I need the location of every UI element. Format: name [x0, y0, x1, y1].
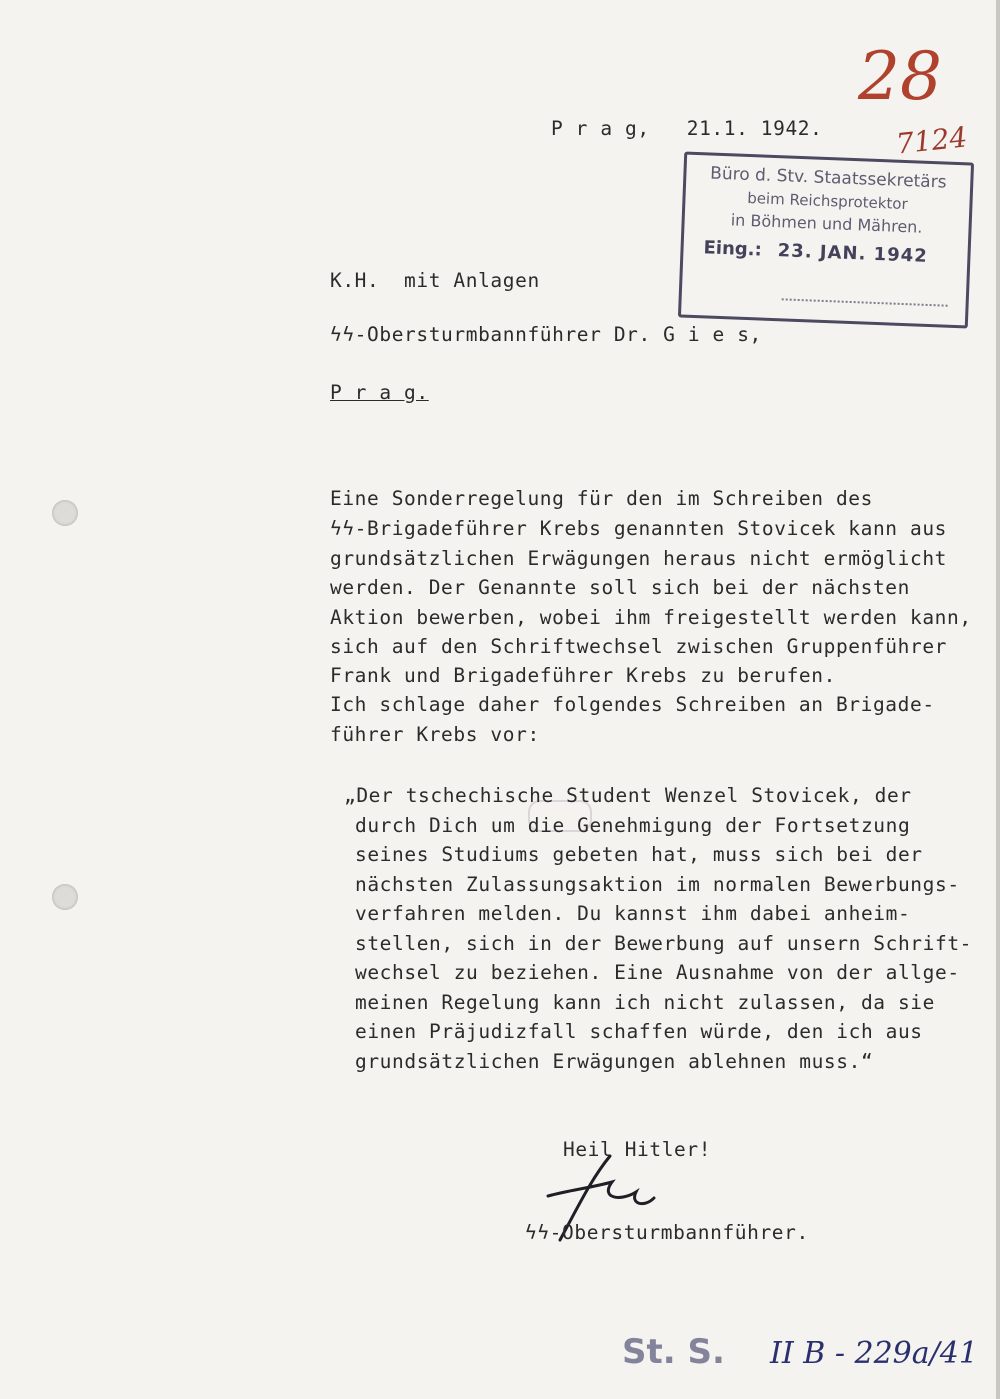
quote-line-8: meinen Regelung kann ich nicht zulassen, da sie [355, 991, 935, 1014]
body-line-1: Eine Sonderregelung für den im Schreiben des [330, 487, 873, 510]
body-line-6: sich auf den Schriftwechsel zwischen Gruppenführer [330, 635, 947, 658]
stamp-dotted-line [782, 298, 948, 306]
body-line-3: grundsätzlichen Erwägungen heraus nicht ermöglicht [330, 547, 947, 570]
body-line-7: Frank und Brigadeführer Krebs zu berufen. [330, 664, 836, 687]
file-number-handwritten: 7124 [894, 120, 969, 161]
quote-line-5: verfahren melden. Du kannst ihm dabei anheim- [355, 902, 911, 925]
quote-line-3: seines Studiums gebeten hat, muss sich bei der [355, 843, 923, 866]
quote-line-7: wechsel zu beziehen. Eine Ausnahme von der allge- [355, 961, 960, 984]
body-line-5: Aktion bewerben, wobei ihm freigestellt werden kann, [330, 606, 972, 629]
addressee-line-1: K.H. mit Anlagen [330, 269, 540, 292]
addressee-line-2: ϟϟ-Obersturmbannführer Dr. G i e s, [330, 323, 762, 346]
body-line-8: Ich schlage daher folgendes Schreiben an Brigade- [330, 693, 935, 716]
stamp-line-2: beim Reichsprotektor [746, 188, 909, 214]
page-number-handwritten: 28 [858, 38, 942, 115]
body-line-4: werden. Der Genannte soll sich bei der nächsten [330, 576, 910, 599]
footer-file-reference: II B - 229a/41 [770, 1336, 978, 1371]
stamp-eing-label: Eing.: [703, 237, 763, 261]
stamp-received-date: 23. JAN. 1942 [777, 240, 929, 267]
body-line-9: führer Krebs vor: [330, 723, 540, 746]
quote-line-4: nächsten Zulassungsaktion im normalen Bewerbungs- [355, 873, 960, 896]
closing-greeting: Heil Hitler! [563, 1138, 712, 1161]
addressee-city: P r a g. [330, 381, 429, 404]
received-stamp [678, 151, 974, 328]
quote-line-1: „Der tschechische Student Wenzel Stovicek, der [344, 784, 912, 807]
quote-line-2: durch Dich um die Genehmigung der Fortsetzung [355, 814, 911, 837]
closing-rank: ϟϟ-Obersturmbannführer. [525, 1221, 809, 1244]
punch-hole-bottom [52, 884, 78, 910]
quote-line-9: einen Präjudizfall schaffen würde, den ich aus [355, 1020, 923, 1043]
stamp-line-1: Büro d. Stv. Staatssekretärs [709, 163, 947, 193]
stamp-line-3: in Böhmen und Mähren. [730, 210, 923, 237]
stamp-received-row [703, 237, 928, 267]
body-line-2: ϟϟ-Brigadeführer Krebs genannten Stovicek kann aus [330, 517, 947, 540]
page-edge [996, 0, 1000, 1399]
footer-office-stamp: St. S. [622, 1332, 725, 1372]
quote-line-6: stellen, sich in der Bewerbung auf unsern Schrift- [355, 932, 972, 955]
quote-line-10: grundsätzlichen Erwägungen ablehnen muss.“ [355, 1050, 874, 1073]
punch-hole-top [52, 500, 78, 526]
place-date: P r a g, 21.1. 1942. [551, 117, 823, 140]
